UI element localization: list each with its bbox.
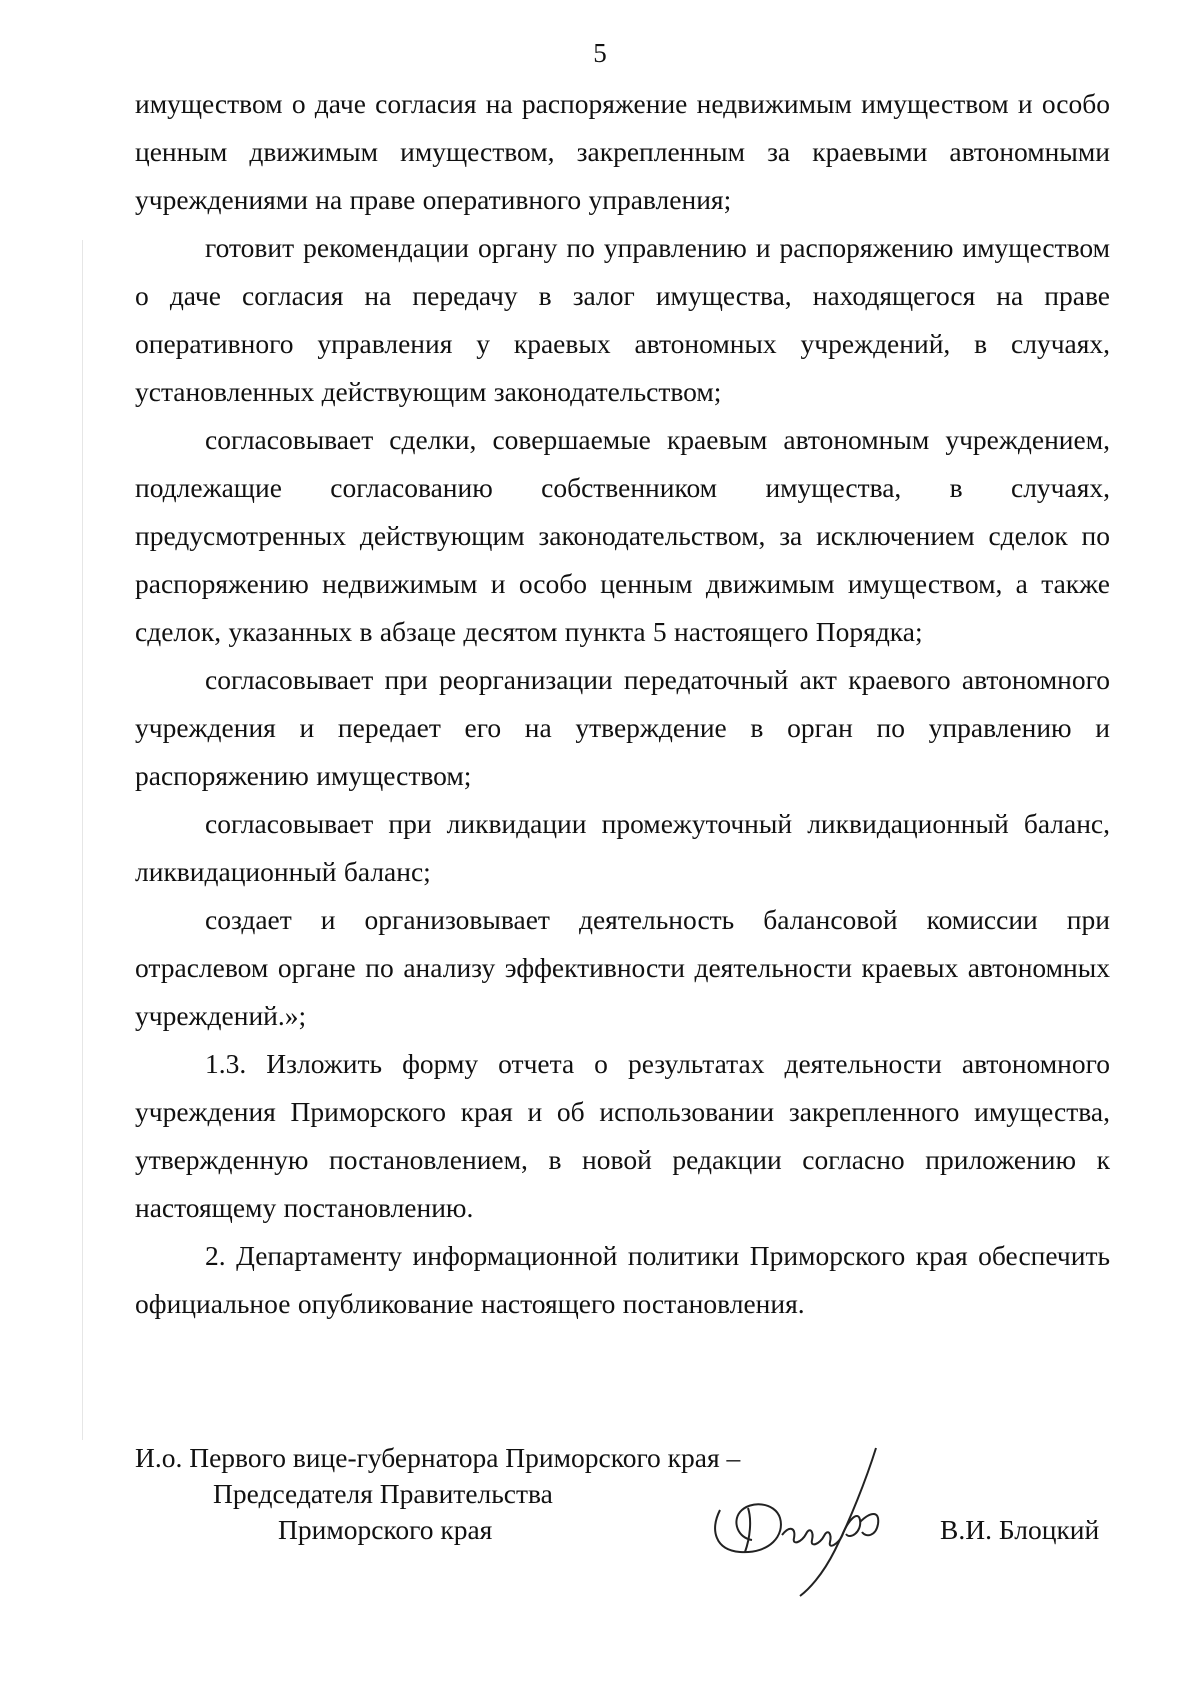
paragraph-reorganization: согласовывает при реорганизации передаточный акт краевого автономного учреждения и передает его на утверждение в орган по управлению и распоряжению имуществом;: [135, 664, 1110, 791]
signatory-position-line-1: И.о. Первого вице-губернатора Приморского края –: [135, 1442, 741, 1473]
signatory-name: В.И. Блоцкий: [940, 1514, 1100, 1545]
signature-block: [0, 1440, 1200, 1640]
scan-edge-line: [82, 240, 83, 1440]
paragraph-liquidation: согласовывает при ликвидации промежуточный ликвидационный баланс, ликвидационный баланс;: [135, 808, 1110, 887]
paragraph-continuation: имуществом о даче согласия на распоряжение недвижимым имуществом и особо ценным движимым имуществом, закрепленным за краевыми автономными учреждениями на праве оперативного управления;: [135, 88, 1110, 215]
handwritten-signature: [690, 1440, 920, 1600]
paragraph-report-form: 1.3. Изложить форму отчета о результатах деятельности автономного учреждения Приморского края и об использовании закрепленного имущества, утвержденную постановлением, в новой редакции согласно приложению к настоящему постановлению.: [135, 1048, 1110, 1223]
signatory-position-line-2: Председателя Правительства: [213, 1478, 553, 1509]
paragraph-publication: 2. Департаменту информационной политики Приморского края обеспечить официальное опубликование настоящего постановления.: [135, 1240, 1110, 1319]
signatory-position-line-3: Приморского края: [278, 1514, 493, 1545]
page-number: 5: [593, 38, 607, 68]
paragraph-balance-commission: создает и организовывает деятельность балансовой комиссии при отраслевом органе по анализу эффективности деятельности краевых автономных учреждений.»;: [135, 904, 1110, 1031]
document-body: [135, 80, 1110, 1328]
paragraph-pledge-recommendations: готовит рекомендации органу по управлению и распоряжению имуществом о даче согласия на передачу в залог имущества, находящегося на праве оперативного управления у краевых автономных учреждений, в случаях, установленных действующим законодательством;: [135, 232, 1110, 407]
paragraph-transactions-approval: согласовывает сделки, совершаемые краевым автономным учреждением, подлежащие согласованию собственником имущества, в случаях, предусмотренных действующим законодательством, за исключением сделок по распоряжению недвижимым и особо ценным движимым имуществом, а также сделок, указанных в абзаце десятом пункта 5 настоящего Порядка;: [135, 424, 1110, 647]
